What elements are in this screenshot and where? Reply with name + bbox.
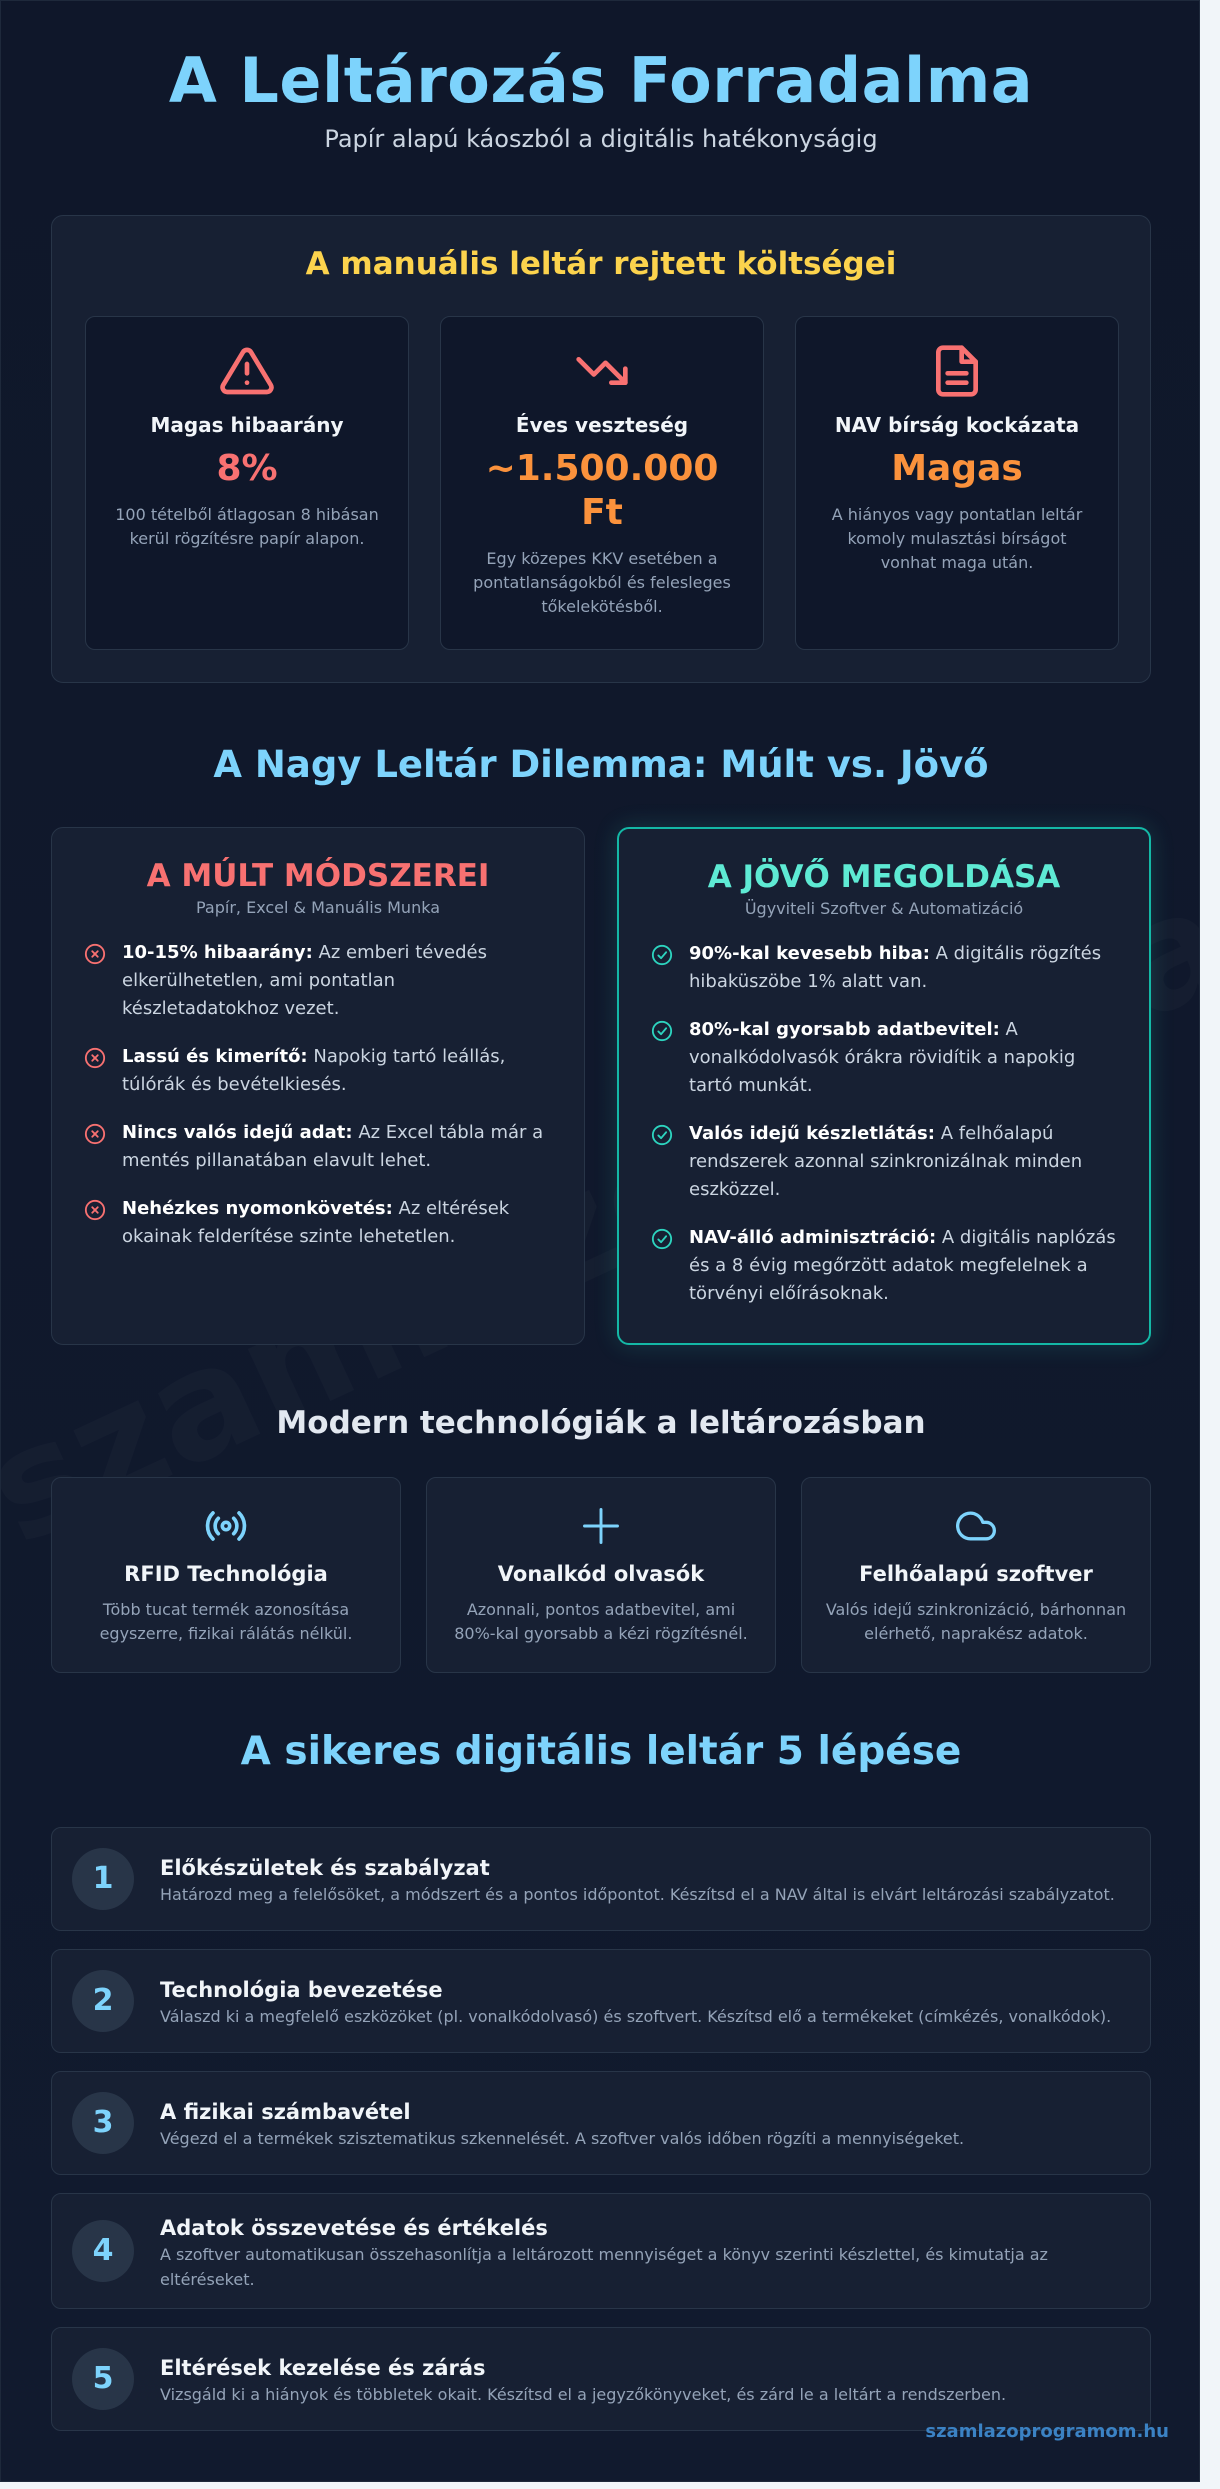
- cost-card-nav-fine: [795, 316, 1119, 650]
- tech-label: RFID Technológia: [124, 1562, 328, 1586]
- hidden-costs-title: A manuális leltár rejtett költségei: [305, 246, 897, 282]
- past-heading: A MÚLT MÓDSZEREI: [146, 858, 490, 894]
- past-item-text: Az emberi tévedés elkerülhetetlen, ami pontatlan készletadatokhoz vezet.: [122, 942, 487, 1019]
- future-item-bold: 90%-kal kevesebb hiba:: [689, 943, 930, 964]
- step-text: [160, 1854, 1126, 1907]
- cost-description: 100 tételből átlagosan 8 hibásan kerül rögzítésre papír alapon.: [115, 505, 379, 548]
- past-item-bold: 10-15% hibaarány:: [122, 942, 313, 963]
- future-item-text: A vonalkódolvasók órákra rövidítik a napokig tartó munkát.: [689, 1019, 1076, 1096]
- future-item-bold: NAV-álló adminisztráció:: [689, 1227, 937, 1248]
- hidden-costs-panel: [51, 215, 1151, 683]
- page-subtitle: Papír alapú káoszból a digitális hatékonyságig: [324, 125, 878, 153]
- check-circle-icon: [651, 944, 673, 966]
- future-item: [649, 1224, 1119, 1308]
- x-circle-icon: [84, 943, 106, 965]
- step-card: [51, 2071, 1151, 2175]
- future-item: [649, 940, 1119, 996]
- tech-label: Vonalkód olvasók: [497, 1562, 705, 1586]
- step-number: 2: [72, 1970, 134, 2032]
- step-text: [160, 2214, 1126, 2292]
- step-title: Technológia bevezetése: [160, 1978, 443, 2002]
- past-item-text: Az Excel tábla már a mentés pillanatában elavult lehet.: [122, 1122, 544, 1171]
- future-list: [649, 940, 1119, 1308]
- cost-value: ~1.500.000 Ft: [485, 448, 719, 533]
- plus-icon: [579, 1504, 623, 1548]
- step-number: 5: [72, 2348, 134, 2410]
- cost-label: Éves veszteség: [515, 413, 689, 437]
- x-circle-icon: [84, 1047, 106, 1069]
- past-list: [82, 939, 554, 1251]
- page-margin: [1200, 0, 1220, 2489]
- past-item-bold: Lassú és kimerítő:: [122, 1046, 308, 1067]
- step-title: Adatok összevetése és értékelés: [160, 2216, 548, 2240]
- cost-description: Egy közepes KKV esetében a pontatlanságokból és felesleges tőkelekötésből.: [473, 549, 731, 616]
- cost-description: A hiányos vagy pontatlan leltár komoly mulasztási bírságot vonhat maga után.: [831, 505, 1083, 572]
- check-circle-icon: [651, 1124, 673, 1146]
- past-methods-card: [51, 827, 585, 1345]
- cost-value: 8%: [216, 448, 278, 489]
- cloud-icon: [954, 1504, 998, 1548]
- step-description: Válaszd ki a megfelelő eszközöket (pl. vonalkódolvasó) és szoftvert. Készítsd elő a termékeket (címkézés, vonalkódok).: [160, 2007, 1112, 2026]
- tech-description: Több tucat termék azonosítása egyszerre, fizikai rálátás nélkül.: [99, 1600, 353, 1643]
- warning-triangle-icon: [219, 343, 275, 399]
- step-title: Előkészületek és szabályzat: [160, 1856, 490, 1880]
- past-item: [82, 1119, 554, 1175]
- step-description: Vizsgáld ki a hiányok és többletek okait. Készítsd el a jegyzőkönyveket, és zárd le a leltárt a rendszerben.: [160, 2385, 1007, 2404]
- future-item-text: A digitális rögzítés hibaküszöbe 1% alatt van.: [689, 943, 1102, 992]
- future-item-text: A digitális naplózás és a 8 évig megőrzött adatok megfelelnek a törvényi előírásoknak.: [689, 1227, 1116, 1304]
- step-text: [160, 2354, 1126, 2407]
- steps-title: A sikeres digitális leltár 5 lépése: [240, 1729, 962, 1774]
- past-item: [82, 939, 554, 1023]
- trending-down-icon: [574, 343, 630, 399]
- cost-value: Magas: [891, 448, 1023, 489]
- tech-description: Valós idejű szinkronizáció, bárhonnan elérhető, naprakész adatok.: [825, 1600, 1127, 1643]
- dilemma-title: A Nagy Leltár Dilemma: Múlt vs. Jövő: [213, 743, 989, 786]
- future-subheading: Ügyviteli Szoftver & Automatizáció: [744, 899, 1024, 918]
- cost-label: Magas hibaarány: [150, 413, 344, 437]
- step-number: 4: [72, 2220, 134, 2282]
- past-item-bold: Nincs valós idejű adat:: [122, 1122, 353, 1143]
- step-number: 3: [72, 2092, 134, 2154]
- past-item-text: Az eltérések okainak felderítése szinte lehetetlen.: [122, 1198, 510, 1247]
- future-item: [649, 1120, 1119, 1204]
- past-item: [82, 1043, 554, 1099]
- document-icon: [929, 343, 985, 399]
- header: [1, 41, 1200, 153]
- past-item: [82, 1195, 554, 1251]
- step-title: A fizikai számbavétel: [160, 2100, 411, 2124]
- cost-card-annual-loss: [440, 316, 764, 650]
- step-title: Eltérések kezelése és zárás: [160, 2356, 486, 2380]
- step-description: Végezd el a termékek szisztematikus szkennelését. A szoftver valós időben rögzíti a mennyiségeket.: [160, 2129, 965, 2148]
- future-item-bold: 80%-kal gyorsabb adatbevitel:: [689, 1019, 1000, 1040]
- tech-label: Felhőalapú szoftver: [859, 1562, 1093, 1586]
- step-card: [51, 1949, 1151, 2053]
- check-circle-icon: [651, 1020, 673, 1042]
- tech-card-barcode: [426, 1477, 776, 1673]
- step-description: Határozd meg a felelősöket, a módszert és a pontos időpontot. Készítsd el a NAV által is elvárt leltározási szabályzatot.: [160, 1885, 1115, 1904]
- future-item: [649, 1016, 1119, 1100]
- tech-card-cloud: [801, 1477, 1151, 1673]
- step-card: [51, 2193, 1151, 2309]
- step-card: [51, 2327, 1151, 2431]
- step-card: [51, 1827, 1151, 1931]
- tech-description: Azonnali, pontos adatbevitel, ami 80%-kal gyorsabb a kézi rögzítésnél.: [454, 1600, 748, 1643]
- x-circle-icon: [84, 1123, 106, 1145]
- step-description: A szoftver automatikusan összehasonlítja a leltározott mennyiséget a könyv szerinti készlettel, és kimutatja az eltéréseket.: [160, 2245, 1048, 2289]
- future-solution-card: [617, 827, 1151, 1345]
- x-circle-icon: [84, 1199, 106, 1221]
- rfid-broadcast-icon: [204, 1504, 248, 1548]
- page-title: A Leltározás Forradalma: [168, 44, 1034, 117]
- tech-card-rfid: [51, 1477, 401, 1673]
- step-number: 1: [72, 1848, 134, 1910]
- cost-card-error-rate: [85, 316, 409, 650]
- past-item-bold: Nehézkes nyomonkövetés:: [122, 1198, 393, 1219]
- check-circle-icon: [651, 1228, 673, 1250]
- step-text: [160, 1976, 1126, 2029]
- future-item-text: A felhőalapú rendszerek azonnal szinkronizálnak minden eszközzel.: [689, 1123, 1083, 1200]
- future-item-bold: Valós idejű készletlátás:: [689, 1123, 935, 1144]
- past-item-text: Napokig tartó leállás, túlórák és bevételkiesés.: [122, 1046, 506, 1095]
- tech-title: Modern technológiák a leltározásban: [276, 1405, 926, 1441]
- footer-site-link[interactable]: szamlazoprogramom.hu: [925, 2421, 1169, 2442]
- future-heading: A JÖVŐ MEGOLDÁSA: [707, 859, 1061, 895]
- past-subheading: Papír, Excel & Manuális Munka: [196, 898, 440, 917]
- step-text: [160, 2098, 1126, 2151]
- cost-label: NAV bírság kockázata: [834, 413, 1080, 437]
